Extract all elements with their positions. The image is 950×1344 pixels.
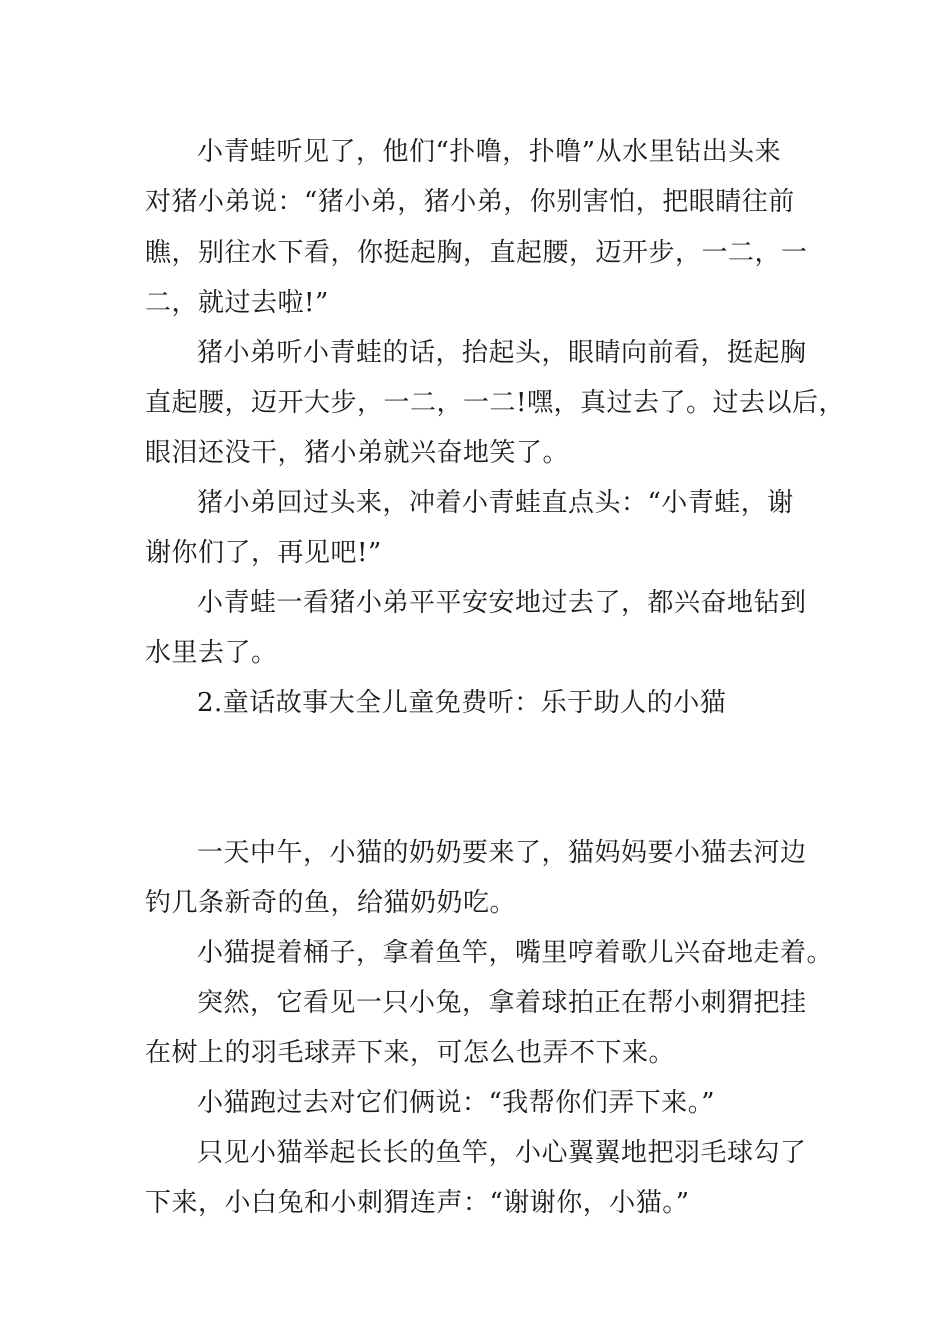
- text-line: 猪小弟回过头来，冲着小青蛙直点头：“小青蛙，谢: [197, 488, 794, 518]
- text-line: 二，就过去啦!”: [145, 288, 329, 318]
- text-line: 对猪小弟说：“猪小弟，猪小弟，你别害怕，把眼睛往前: [145, 187, 795, 217]
- section-heading: 2.童话故事大全儿童免费听：乐于助人的小猫: [197, 688, 727, 718]
- text-line: 眼泪还没干，猪小弟就兴奋地笑了。: [145, 438, 570, 468]
- text-line: 突然，它看见一只小兔，拿着球拍正在帮小刺猬把挂: [197, 988, 807, 1018]
- text-line: 直起腰，迈开大步，一二，一二!嘿，真过去了。过去以后，: [145, 388, 845, 418]
- text-line: 只见小猫举起长长的鱼竿，小心翼翼地把羽毛球勾了: [197, 1138, 807, 1168]
- text-line: 小猫提着桶子，拿着鱼竿，嘴里哼着歌儿兴奋地走着。: [197, 938, 834, 968]
- text-line: 钓几条新奇的鱼，给猫奶奶吃。: [145, 888, 517, 918]
- text-line: 一天中午，小猫的奶奶要来了，猫妈妈要小猫去河边: [197, 838, 807, 868]
- text-line: 下来，小白兔和小刺猬连声：“谢谢你，小猫。”: [145, 1188, 690, 1218]
- text-line: 在树上的羽毛球弄下来，可怎么也弄不下来。: [145, 1038, 676, 1068]
- text-line: 水里去了。: [145, 638, 278, 668]
- text-line: 谢你们了，再见吧!”: [145, 538, 382, 568]
- text-line: 小猫跑过去对它们俩说：“我帮你们弄下来。”: [197, 1088, 716, 1118]
- text-line: 小青蛙听见了，他们“扑噜，扑噜”从水里钻出头来: [197, 137, 782, 167]
- text-line: 猪小弟听小青蛙的话，抬起头，眼睛向前看，挺起胸: [197, 338, 807, 368]
- text-line: 瞧，别往水下看，你挺起胸，直起腰，迈开步，一二，一: [145, 238, 808, 268]
- text-line: 小青蛙一看猪小弟平平安安地过去了，都兴奋地钻到: [197, 588, 807, 618]
